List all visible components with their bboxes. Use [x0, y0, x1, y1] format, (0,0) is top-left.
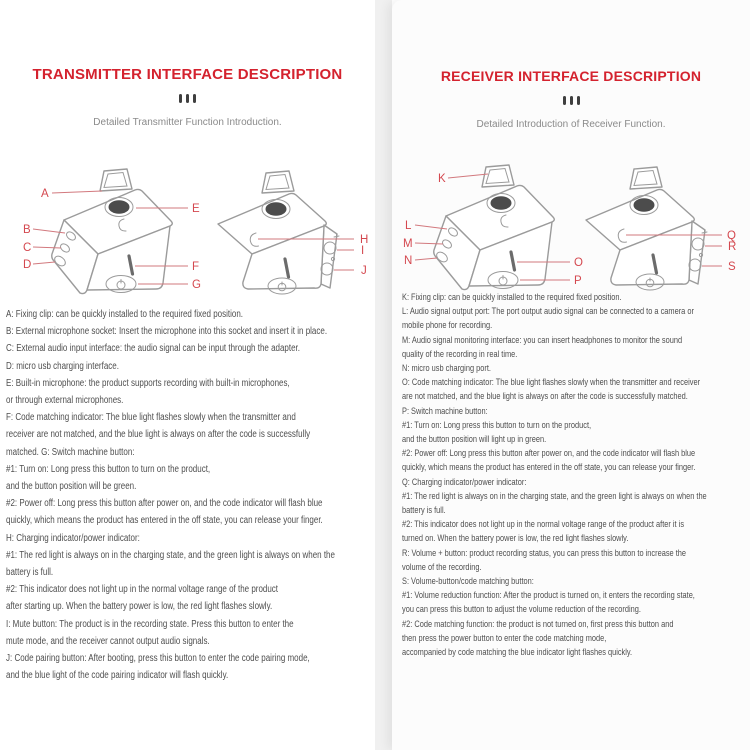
description-line: #1: Turn on: Long press this button to turn on the product,: [402, 419, 592, 431]
speaker-hole-icon: [634, 198, 655, 212]
description-line: and the blue light of the code pairing indicator will flash quickly.: [6, 670, 229, 682]
description-line: #2: This indicator does not light up in the normal voltage range of the product: [6, 584, 279, 596]
description-line: you can press this button to adjust the volume reduction of the recording.: [402, 604, 641, 616]
fixing-clip-icon: [262, 171, 294, 193]
description-line: Q: Charging indicator/power indicator:: [402, 476, 527, 488]
description-line: quickly, which means the product has entered in the off state, you can release your finger.: [6, 515, 323, 527]
description-line: #2: Code matching function: the product is not turned on, first press this button and: [402, 618, 674, 630]
divider-dashes-icon: [0, 94, 375, 103]
description-line: then press the power button to enter the code matching mode,: [402, 632, 607, 644]
label-built-in-mic: E: [192, 203, 200, 215]
label-power-button: G: [192, 279, 201, 291]
speaker-hole-icon: [491, 196, 512, 210]
description-line: H: Charging indicator/power indicator:: [6, 532, 140, 544]
built-in-mic-icon: [109, 200, 130, 214]
fixing-clip-icon: [630, 167, 662, 189]
description-line: battery is full.: [402, 505, 446, 517]
description-line: S: Volume-button/code matching button:: [402, 576, 534, 588]
label-mute-button: I: [361, 245, 365, 257]
receiver-illustration-side: [558, 158, 743, 298]
description-line: quickly, which means the product has entered in the off state, you can release your finger.: [402, 462, 696, 474]
label-volume-up: R: [728, 241, 737, 253]
label-power-button: P: [574, 275, 582, 287]
description-line: N: micro usb charging port.: [402, 363, 491, 375]
panel-divider: [375, 0, 392, 750]
description-line: receiver are not matched, and the blue light is always on after the code is successfully: [6, 429, 311, 441]
label-ext-mic-socket: B: [23, 224, 31, 236]
description-line: #1: Turn on: Long press this button to turn on the product,: [6, 463, 211, 475]
label-fixing-clip: A: [41, 188, 49, 200]
label-usb: D: [23, 259, 32, 271]
label-code-indicator: F: [192, 261, 200, 273]
receiver-title: RECEIVER INTERFACE DESCRIPTION: [440, 68, 702, 84]
description-line: #1: The red light is always on in the charging state, and the green light is always on when the: [402, 490, 707, 502]
label-volume-down: S: [728, 261, 736, 273]
description-line: K: Fixing clip: can be quickly installed to the required fixed position.: [402, 292, 622, 303]
divider-dashes-icon: [392, 96, 750, 105]
description-line: I: Mute button: The product is in the recording state. Press this button to enter the: [6, 618, 294, 630]
description-line: #1: Volume reduction function: After the product is turned on, it enters the recording state,: [402, 590, 695, 602]
description-line: C: External audio input interface: the audio signal can be input through the adapter.: [6, 343, 300, 355]
description-line: J: Code pairing button: After booting, press this button to enter the code pairing mode,: [6, 653, 310, 665]
description-line: #2: Power off: Long press this button after power on, and the code indicator will flash blue: [6, 498, 323, 510]
description-line: O: Code matching indicator: The blue light flashes slowly when the transmitter and receiver: [402, 377, 701, 389]
description-line: volume of the recording.: [402, 561, 482, 573]
fixing-clip-icon: [482, 165, 514, 187]
label-fixing-clip: K: [438, 173, 446, 185]
description-line: and the button position will be green.: [6, 481, 137, 493]
description-line: L: Audio signal output port: The port output audio signal can be connected to a camera or: [402, 306, 694, 318]
label-audio-input: C: [23, 242, 32, 254]
description-line: B: External microphone socket: Insert the microphone into this socket and insert it in place.: [6, 326, 328, 338]
description-line: #1: The red light is always on in the charging state, and the green light is always on when the: [6, 549, 335, 561]
receiver-descriptions: [402, 291, 748, 660]
transmitter-title: TRANSMITTER INTERFACE DESCRIPTION: [32, 66, 343, 83]
description-line: mute mode, and the receiver cannot output audio signals.: [6, 635, 210, 647]
description-line: #2: Power off: Long press this button after power on, and the code indicator will flash blue: [402, 448, 696, 460]
description-line: M: Audio signal monitoring interface: you can insert headphones to monitor the sound: [402, 334, 683, 346]
label-charge-indicator: H: [360, 234, 369, 246]
description-line: D: micro usb charging interface.: [6, 360, 119, 372]
receiver-subtitle: Detailed Introduction of Receiver Function.: [476, 119, 666, 130]
transmitter-subtitle: Detailed Transmitter Function Introduction.: [93, 117, 282, 128]
description-line: or through external microphones.: [6, 395, 124, 407]
built-in-mic-icon: [266, 202, 287, 216]
description-line: #2: This indicator does not light up in the normal voltage range of the product after it is: [402, 519, 685, 531]
transmitter-illustration-front: [18, 162, 203, 302]
transmitter-descriptions: [6, 306, 375, 684]
label-audio-output: L: [405, 220, 412, 232]
label-pair-button: J: [361, 265, 367, 277]
fixing-clip-icon: [100, 169, 132, 191]
label-usb: N: [404, 255, 413, 267]
description-line: turned on. When the battery power is low, the red light flashes slowly.: [402, 533, 629, 545]
description-line: after starting up. When the battery power is low, the red light flashes slowly.: [6, 601, 273, 613]
description-line: are not matched, and the blue light is always on after the code is successfully matched.: [402, 391, 688, 403]
transmitter-illustration-side: [190, 162, 375, 302]
description-line: and the button position will light up in green.: [402, 434, 547, 446]
description-line: battery is full.: [6, 567, 54, 579]
description-line: F: Code matching indicator: The blue light flashes slowly when the transmitter and: [6, 412, 296, 424]
description-line: E: Built-in microphone: the product supports recording with built-in microphones,: [6, 377, 290, 389]
description-line: quality of the recording in real time.: [402, 348, 518, 360]
description-line: R: Volume + button: product recording status, you can press this button to increase the: [402, 547, 687, 559]
description-line: accompanied by code matching the blue indicator light flashes quickly.: [402, 647, 633, 659]
label-charge-indicator: Q: [727, 230, 736, 242]
description-line: mobile phone for recording.: [402, 320, 493, 332]
description-line: matched. G: Switch machine button:: [6, 446, 135, 458]
label-code-indicator: O: [574, 257, 583, 269]
description-line: P: Switch machine button:: [402, 405, 488, 417]
label-monitor-port: M: [403, 238, 413, 250]
description-line: A: Fixing clip: can be quickly installed to the required fixed position.: [6, 309, 244, 320]
